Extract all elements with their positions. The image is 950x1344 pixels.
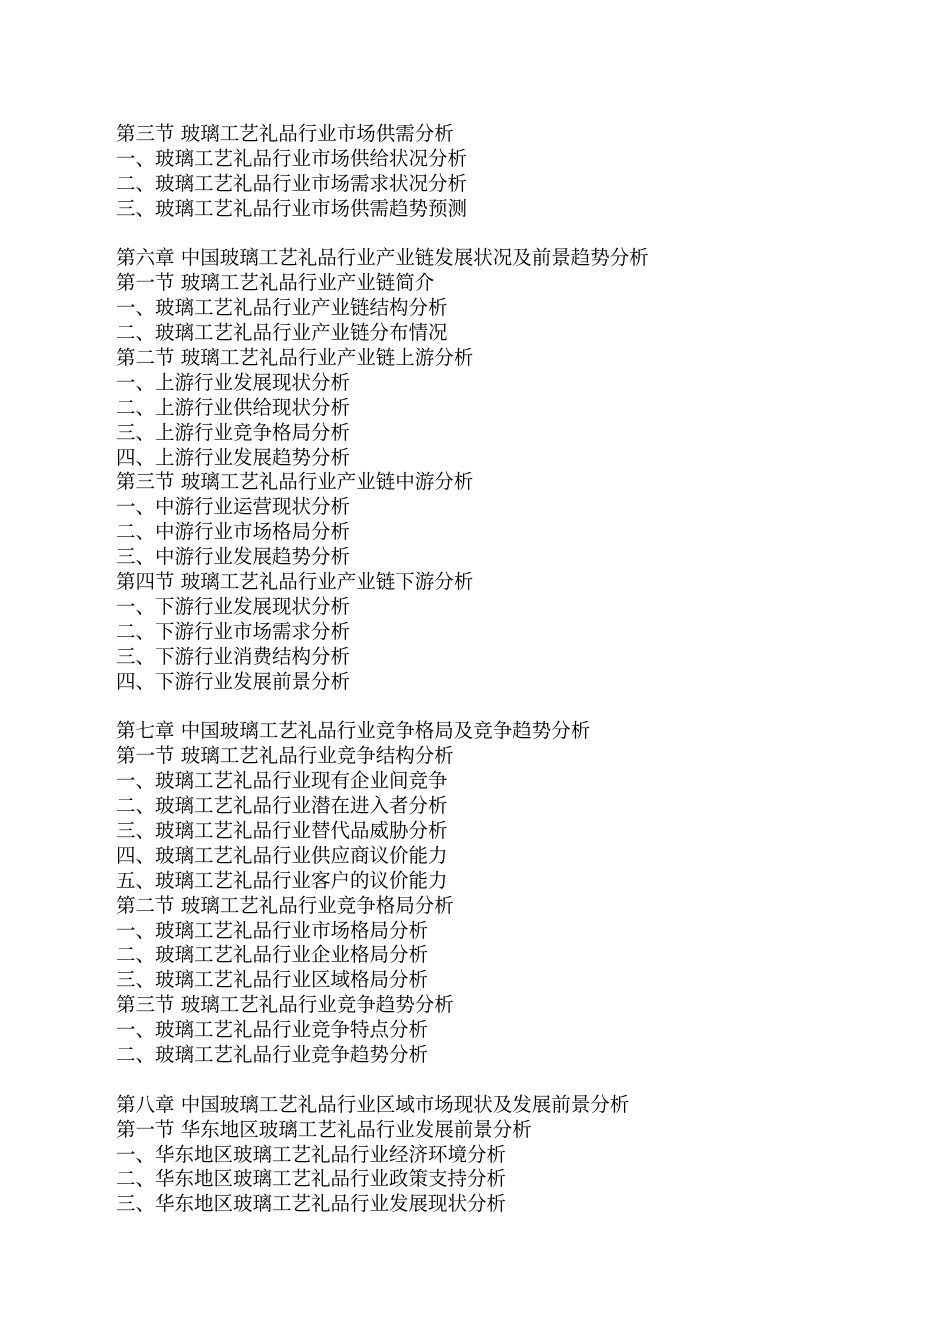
chapter-block-7 (116, 719, 916, 1067)
toc-item: 二、华东地区玻璃工艺礼品行业政策支持分析 (116, 1167, 507, 1191)
toc-item: 三、玻璃工艺礼品行业市场供需趋势预测 (116, 196, 468, 220)
toc-item: 四、上游行业发展趋势分析 (116, 445, 351, 469)
toc-item: 一、玻璃工艺礼品行业市场格局分析 (116, 918, 429, 942)
section-heading: 第三节 玻璃工艺礼品行业产业链中游分析 (116, 470, 474, 494)
toc-item: 一、中游行业运营现状分析 (116, 495, 351, 519)
toc-item: 二、玻璃工艺礼品行业潜在进入者分析 (116, 794, 448, 818)
chapter-block-6 (116, 246, 916, 694)
toc-item: 二、玻璃工艺礼品行业竞争趋势分析 (116, 1042, 429, 1066)
toc-item: 三、下游行业消费结构分析 (116, 644, 351, 668)
toc-item: 一、下游行业发展现状分析 (116, 594, 351, 618)
toc-item: 一、玻璃工艺礼品行业竞争特点分析 (116, 1018, 429, 1042)
toc-item: 四、玻璃工艺礼品行业供应商议价能力 (116, 843, 448, 867)
toc-item: 三、华东地区玻璃工艺礼品行业发展现状分析 (116, 1192, 507, 1216)
toc-item: 四、下游行业发展前景分析 (116, 669, 351, 693)
document-page (116, 122, 916, 1217)
section-heading: 第一节 玻璃工艺礼品行业产业链简介 (116, 271, 435, 295)
chapter-block-8 (116, 1093, 916, 1217)
toc-item: 三、中游行业发展趋势分析 (116, 545, 351, 569)
toc-item: 三、玻璃工艺礼品行业替代品威胁分析 (116, 818, 448, 842)
toc-item: 一、华东地区玻璃工艺礼品行业经济环境分析 (116, 1142, 507, 1166)
toc-item: 三、玻璃工艺礼品行业区域格局分析 (116, 968, 429, 992)
section-heading: 第二节 玻璃工艺礼品行业产业链上游分析 (116, 346, 474, 370)
chapter-heading: 第七章 中国玻璃工艺礼品行业竞争格局及竞争趋势分析 (116, 719, 591, 743)
toc-item: 二、下游行业市场需求分析 (116, 619, 351, 643)
section-heading: 第二节 玻璃工艺礼品行业竞争格局分析 (116, 893, 454, 917)
toc-item: 五、玻璃工艺礼品行业客户的议价能力 (116, 868, 448, 892)
section-heading: 第一节 玻璃工艺礼品行业竞争结构分析 (116, 744, 454, 768)
section-heading: 第三节 玻璃工艺礼品行业市场供需分析 (116, 122, 454, 145)
toc-item: 二、玻璃工艺礼品行业产业链分布情况 (116, 321, 448, 345)
toc-item: 一、上游行业发展现状分析 (116, 370, 351, 394)
toc-item: 三、上游行业竞争格局分析 (116, 420, 351, 444)
section-heading: 第四节 玻璃工艺礼品行业产业链下游分析 (116, 570, 474, 594)
toc-item: 二、玻璃工艺礼品行业企业格局分析 (116, 943, 429, 967)
toc-item: 二、玻璃工艺礼品行业市场需求状况分析 (116, 171, 468, 195)
toc-item: 一、玻璃工艺礼品行业市场供给状况分析 (116, 146, 468, 170)
toc-item: 一、玻璃工艺礼品行业现有企业间竞争 (116, 769, 448, 793)
section-block-supply-demand (116, 122, 916, 222)
chapter-heading: 第六章 中国玻璃工艺礼品行业产业链发展状况及前景趋势分析 (116, 246, 649, 270)
chapter-heading: 第八章 中国玻璃工艺礼品行业区域市场现状及发展前景分析 (116, 1092, 630, 1116)
toc-item: 二、上游行业供给现状分析 (116, 395, 351, 419)
toc-item: 二、中游行业市场格局分析 (116, 520, 351, 544)
section-heading: 第三节 玻璃工艺礼品行业竞争趋势分析 (116, 993, 454, 1017)
section-heading: 第一节 华东地区玻璃工艺礼品行业发展前景分析 (116, 1117, 532, 1141)
toc-item: 一、玻璃工艺礼品行业产业链结构分析 (116, 296, 448, 320)
